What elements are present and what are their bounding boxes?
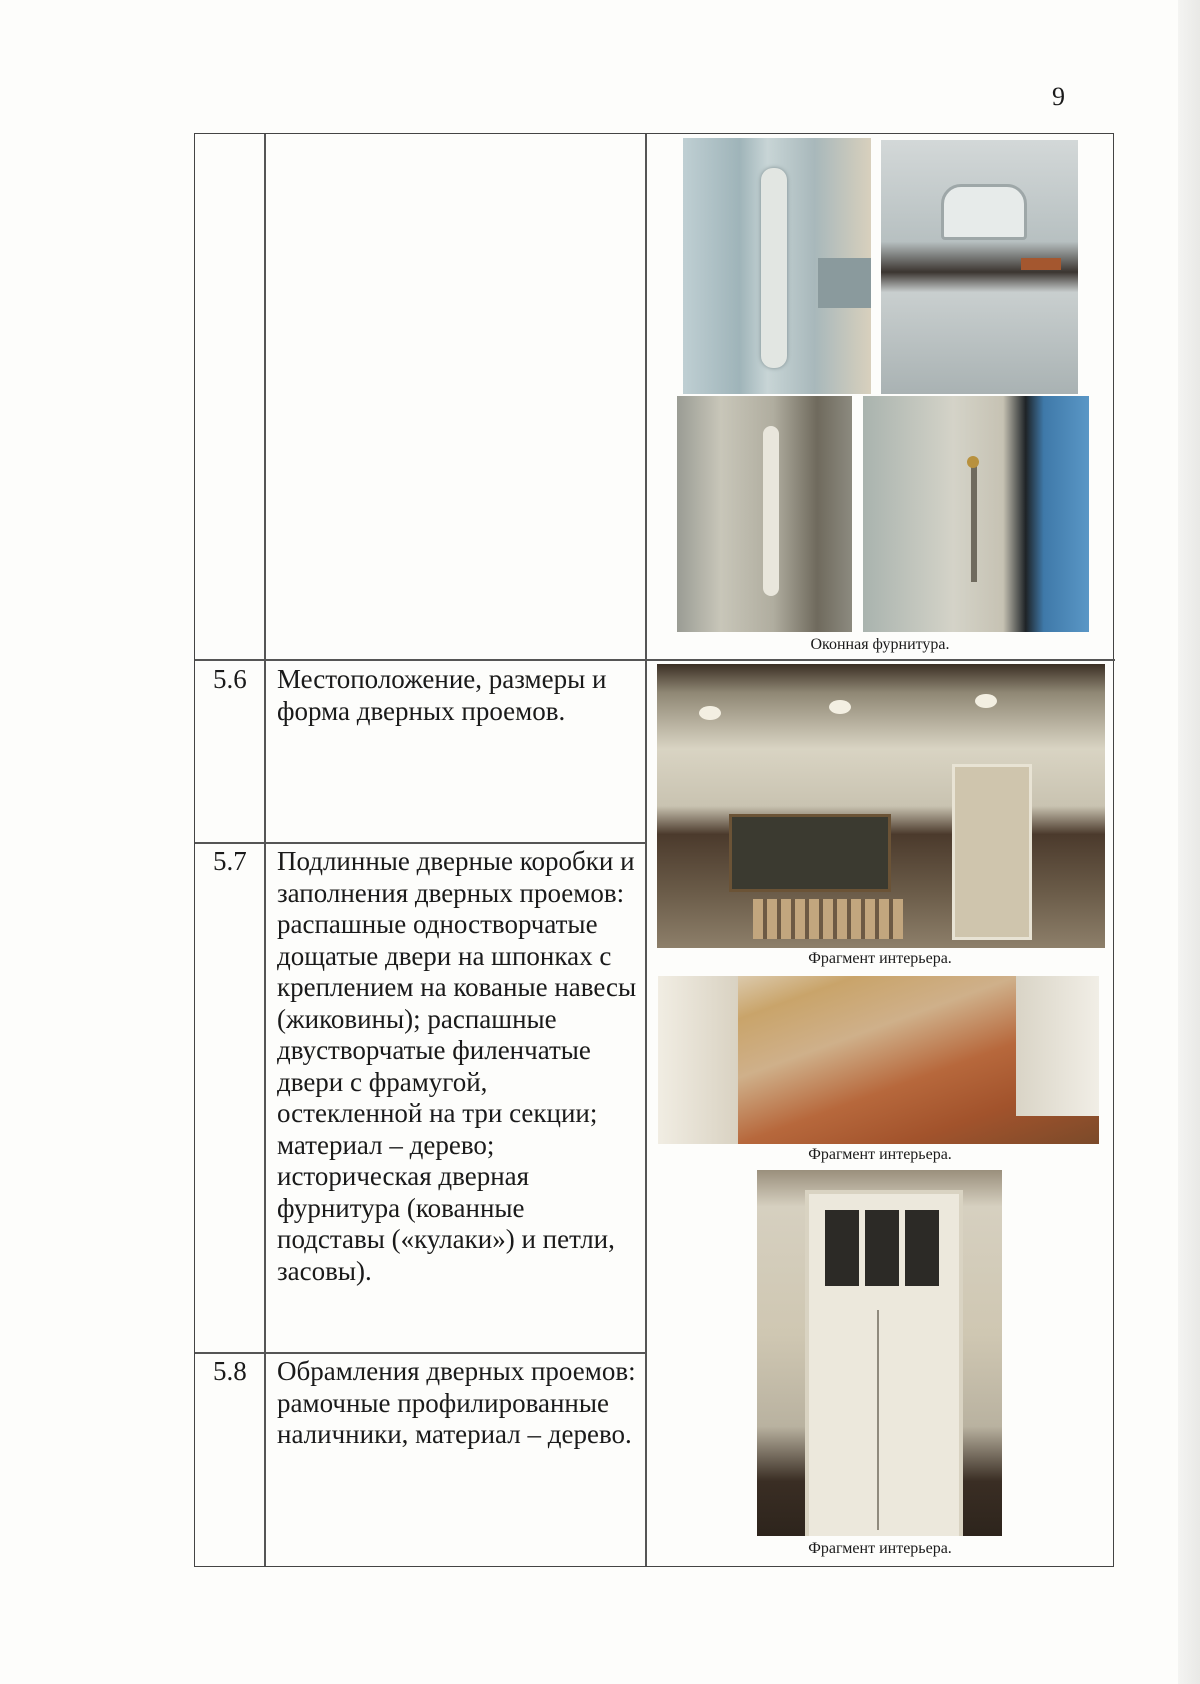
photo-window-hinge [881,140,1078,394]
photo-window-hook [863,396,1089,632]
row-divider-1 [195,659,1115,661]
row-number-5-8: 5.8 [213,1356,247,1386]
photo-interior-classroom [657,664,1105,948]
page-number: 9 [1052,82,1065,111]
page-edge-shadow [1178,0,1200,1684]
caption-interior-2: Фрагмент интерьера. [808,1146,952,1163]
caption-window-hardware: Оконная фурнитура. [810,636,950,653]
column-divider-photo [645,134,647,1566]
description-table [194,133,1114,1567]
caption-interior-1: Фрагмент интерьера. [808,950,952,967]
photo-interior-double-door [757,1170,1002,1536]
photo-window-pin-hinge [677,396,852,632]
row-text-5-8: Обрамления дверных проемов: рамочные профилированные наличники, материал – дерево. [277,1356,636,1449]
photo-window-latch [683,138,871,394]
row-text-5-6: Местоположение, размеры и форма дверных проемов. [277,664,607,726]
row-divider-3 [195,1352,645,1354]
row-number-5-6: 5.6 [213,664,247,694]
caption-interior-3: Фрагмент интерьера. [808,1540,952,1557]
photo-interior-threshold [658,976,1099,1144]
row-number-5-7: 5.7 [213,846,247,876]
row-text-5-7: Подлинные дверные коробки и заполнения дверных проемов: распашные одностворчатые дощатые двери на шпонках с креплением на кованые навесы (жиковины); распашные двустворчатые филенчатые двери с фрамугой, остекленной на три секции; материал – дерево; историческая дверная фурнитура (кованные подставы («кулаки») и петли, засовы). [277,846,637,1286]
row-divider-2 [195,842,645,844]
